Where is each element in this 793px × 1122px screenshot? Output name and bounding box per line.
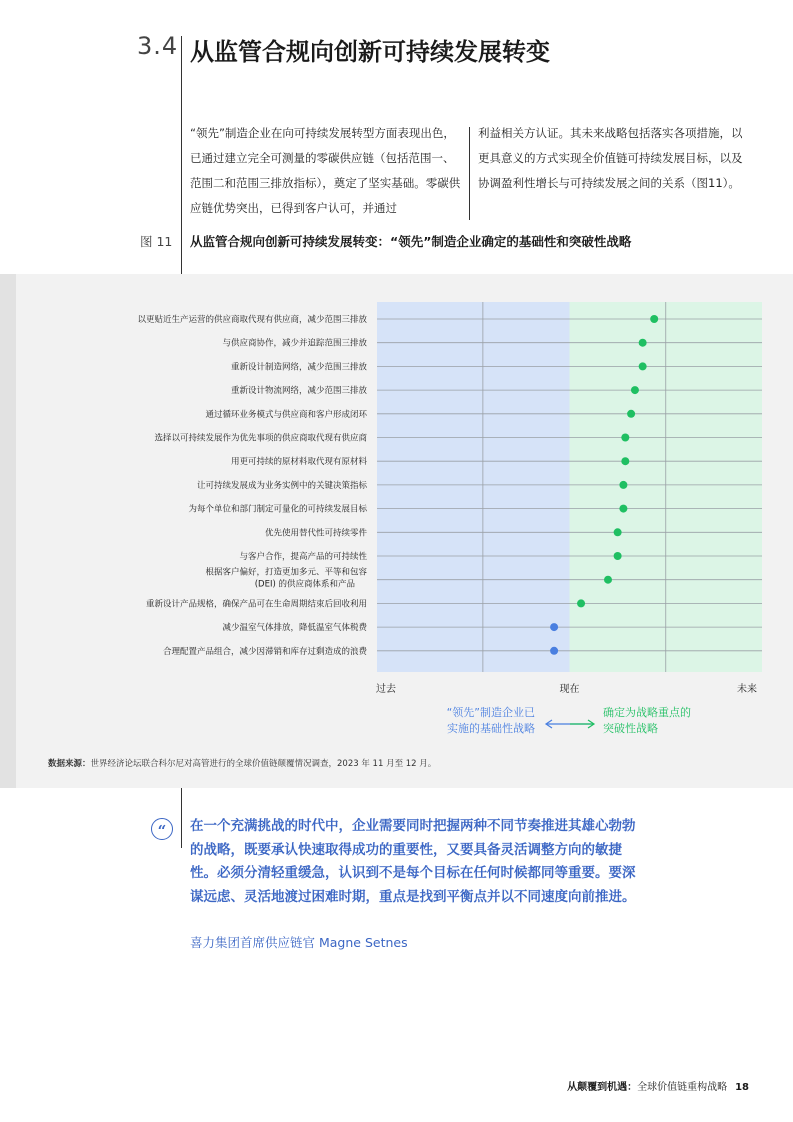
category-label: 与客户合作，提高产品的可持续性 — [239, 552, 367, 562]
legend-double-arrow — [546, 720, 594, 728]
category-label: 与供应商协作，减少并追踪范围三排放 — [222, 338, 367, 349]
legend-left-line1: “领先”制造企业已 — [446, 706, 535, 719]
left-rule — [181, 66, 182, 274]
data-point — [621, 434, 629, 442]
pull-quote: 在一个充满挑战的时代中，企业需要同时把握两种不同节奏推进其雄心勃勃的战略，既要承认快速取得成功的重要性，又要具备灵活调整方向的敏捷性。必须分清轻重缓急，认识到不是每个目标在任何时候都同等重要。要深谋远虑、灵活地渡过困难时期，重点是找到平衡点并以不同速度向前推进。 — [190, 818, 636, 905]
category-label: 以更贴近生产运营的供应商取代现有供应商，减少范围三排放 — [137, 315, 367, 325]
category-label: 优先使用替代性可持续零件 — [264, 528, 367, 539]
legend-right-line1: 确定为战略重点的 — [603, 706, 691, 719]
category-label: 根据客户偏好，打造更加多元、平等和包容(DEI) 的供应商体系和产品 — [205, 567, 367, 590]
x-tick-past: 过去 — [376, 684, 396, 695]
category-label: 让可持续发展成为业务实例中的关键决策指标 — [196, 480, 367, 491]
figure-label: 图 11 — [140, 234, 173, 249]
data-source-text: 世界经济论坛联合科尔尼对高管进行的全球价值链颠覆情况调查，2023 年 11 月至 12 月。 — [90, 759, 437, 769]
category-label: 为每个单位和部门制定可量化的可持续发展目标 — [188, 504, 367, 515]
data-point — [631, 386, 639, 394]
category-label: 重新设计产品规格，确保产品可在生命周期结束后回收利用 — [145, 599, 367, 610]
footer-title-bold: 从颠覆到机遇： — [567, 1082, 638, 1093]
page-number: 18 — [735, 1082, 749, 1093]
legend-left-line2: 实施的基础性战略 — [447, 722, 535, 735]
category-label: 重新设计制造网络，减少范围三排放 — [230, 362, 367, 373]
category-label: 通过循环业务模式与供应商和客户形成闭环 — [205, 409, 367, 420]
page-footer — [567, 1078, 749, 1093]
category-label: 合理配置产品组合，减少因滞销和库存过剩造成的浪费 — [162, 646, 367, 657]
category-label: 减少温室气体排放，降低温室气体税费 — [222, 623, 367, 634]
data-point — [577, 599, 585, 607]
data-point — [639, 362, 647, 370]
data-point — [604, 576, 612, 584]
body-paragraph-2: 利益相关方认证。其未来战略包括落实各项措施，以更具意义的方式实现全价值链可持续发展目标，以及协调盈利性增长与可持续发展之间的关系（图11）。 — [478, 126, 743, 190]
quote-rule — [181, 788, 182, 848]
data-point — [614, 528, 622, 536]
category-label: 选择以可持续发展作为优先事项的供应商取代现有供应商 — [154, 433, 367, 444]
strategy-dot-chart — [0, 274, 793, 788]
body-paragraph-1: “领先”制造企业在向可持续发展转型方面表现出色，已通过建立完全可测量的零碳供应链（包括范围一、范围二和范围三排放指标），奠定了坚实基础。零碳供应链优势突出，已得到客户认可，并通过 — [190, 126, 461, 215]
section-number: 3.4 — [137, 32, 179, 60]
data-point — [621, 457, 629, 465]
chart-legend — [447, 705, 691, 735]
data-point — [550, 623, 558, 631]
data-point — [619, 505, 627, 513]
category-label: 用更可持续的原材料取代现有原材料 — [230, 457, 367, 468]
data-point — [550, 647, 558, 655]
foundational-region — [377, 302, 570, 672]
section-title: 从监管合规向创新可持续发展转变 — [190, 38, 550, 66]
data-point — [650, 315, 658, 323]
legend-right-line2: 突破性战略 — [603, 722, 658, 735]
section-divider — [181, 36, 182, 66]
figure-title: 从监管合规向创新可持续发展转变：“领先”制造企业确定的基础性和突破性战略 — [190, 234, 632, 249]
data-point — [619, 481, 627, 489]
x-tick-now: 现在 — [559, 684, 580, 695]
data-point — [627, 410, 635, 418]
footer-title: 全球价值链重构战略 — [637, 1082, 728, 1093]
category-label: 重新设计物流网络，减少范围三排放 — [230, 386, 367, 397]
data-source — [48, 757, 436, 769]
data-source-label: 数据来源： — [48, 759, 91, 769]
data-point — [614, 552, 622, 560]
column-divider — [469, 127, 470, 220]
data-point — [639, 339, 647, 347]
x-tick-future: 未来 — [737, 684, 757, 695]
quote-author: 喜力集团首席供应链官 Magne Setnes — [190, 935, 408, 950]
quote-icon: “ — [151, 818, 173, 840]
